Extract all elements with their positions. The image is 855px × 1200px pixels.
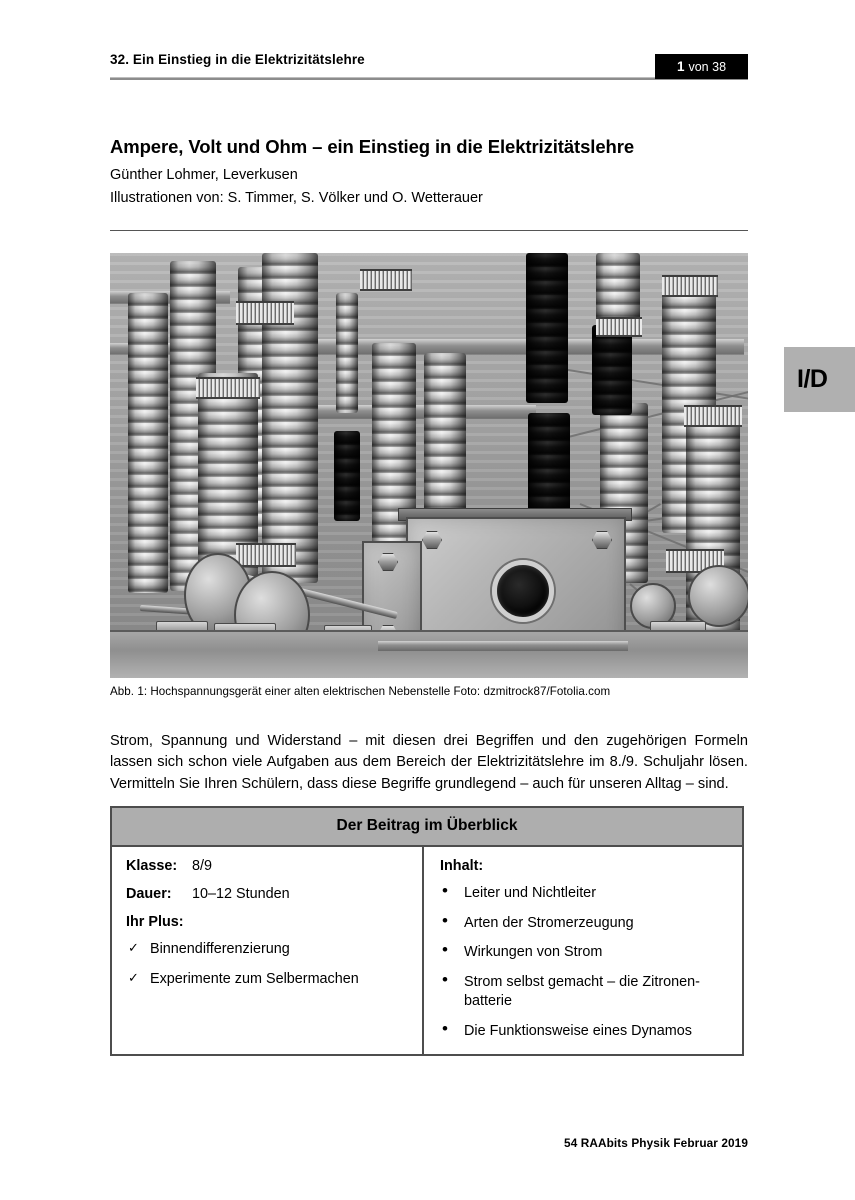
intro-paragraph: Strom, Spannung und Widerstand – mit diesen drei Begriffen und den zugehörigen Formeln lassen sich schon viele Aufgaben aus dem Bereich der Elektrizitätslehre im 8./9. Schuljahr lösen. Vermitteln Sie Ihren Schülern, dass diese Begriffe grundlegend – auch für unseren Alltag – sind. xyxy=(110,732,748,793)
list-item-label: Leiter und Nichtleiter xyxy=(464,885,596,901)
inhalt-list xyxy=(440,881,730,1040)
insulator-column xyxy=(128,293,168,593)
ihr-plus-label: Ihr Plus: xyxy=(126,914,184,930)
list-item-label: Arten der Stromerzeugung xyxy=(464,914,634,931)
page-title: Ampere, Volt und Ohm – ein Einstieg in die Elektrizitätslehre xyxy=(110,136,635,158)
figure-high-voltage-photo xyxy=(110,253,748,678)
list-item-label: Strom selbst gemacht – die Zitronen-batterie xyxy=(464,974,700,1009)
insulator-cap xyxy=(236,301,294,325)
section-tab-id: I/D xyxy=(784,347,855,412)
concrete-base xyxy=(110,630,748,678)
insulator-cap xyxy=(196,377,260,399)
insulator-column xyxy=(424,353,466,533)
list-item xyxy=(440,881,730,903)
field-klasse-value: 8/9 xyxy=(192,858,213,874)
insulator-cap xyxy=(596,317,642,337)
header-divider xyxy=(110,77,748,80)
busbar xyxy=(296,405,536,418)
running-header-title: 32. Ein Einstieg in die Elektrizitätslehre xyxy=(110,52,365,67)
list-item xyxy=(440,910,730,933)
overview-table xyxy=(110,806,744,1056)
base-channel xyxy=(378,641,628,650)
page-number-badge xyxy=(655,54,748,79)
insulator-cap xyxy=(684,405,742,427)
insulator-cap xyxy=(236,543,296,567)
list-item xyxy=(440,970,730,1010)
field-dauer xyxy=(126,886,410,902)
insulator-cap xyxy=(360,269,412,291)
list-item-label: Experimente zum Selbermachen xyxy=(150,970,359,987)
bullet-icon: • xyxy=(442,1018,448,1038)
author-byline: Günther Lohmer, Leverkusen xyxy=(110,167,298,183)
insulator-column xyxy=(596,253,640,323)
ihr-plus-list xyxy=(126,940,410,988)
bullet-icon: • xyxy=(442,881,448,900)
check-icon: ✓ xyxy=(128,940,139,955)
figure-caption: Abb. 1: Hochspannungsgerät einer alten elektrischen Nebenstelle Foto: dzmitrock87/Fotolia.com xyxy=(110,685,611,698)
bullet-icon: • xyxy=(442,910,448,930)
page-footer: 54 RAAbits Physik Februar 2019 xyxy=(564,1136,748,1150)
page-number: 1 xyxy=(676,59,685,74)
insulator-cap xyxy=(662,275,718,297)
page-total: von 38 xyxy=(688,59,727,74)
insulator-column-dark xyxy=(526,253,568,403)
bullet-icon: • xyxy=(442,940,448,960)
overview-table-body xyxy=(112,847,742,1054)
field-klasse-label: Klasse: xyxy=(126,858,178,874)
overview-table-header: Der Beitrag im Überblick xyxy=(112,808,742,847)
inhalt-label: Inhalt: xyxy=(440,858,484,874)
field-dauer-value: 10–12 Stunden xyxy=(192,886,290,902)
cabinet-inspection-port xyxy=(492,560,554,622)
insulator-column-dark xyxy=(334,431,360,521)
list-item-label: Wirkungen von Strom xyxy=(464,944,603,961)
title-divider xyxy=(110,230,748,231)
overview-column-left xyxy=(112,847,424,1054)
running-header xyxy=(110,52,748,82)
overview-column-right xyxy=(424,847,742,1054)
insulator-column-dark xyxy=(592,325,632,415)
list-item xyxy=(440,940,730,962)
list-item-label: Die Funktionsweise eines Dynamos xyxy=(464,1022,692,1039)
list-item-label: Binnendifferenzierung xyxy=(150,941,290,957)
field-klasse xyxy=(126,858,410,874)
list-item xyxy=(440,1018,730,1041)
bullet-icon: • xyxy=(442,970,448,990)
list-item xyxy=(126,940,410,959)
list-item xyxy=(126,970,410,989)
illustrations-credit: Illustrationen von: S. Timmer, S. Völker und O. Wetterauer xyxy=(110,190,483,206)
field-dauer-label: Dauer: xyxy=(126,886,172,902)
photo-background xyxy=(110,253,748,678)
check-icon: ✓ xyxy=(128,969,139,985)
insulator-column xyxy=(336,293,358,413)
valve-wheel xyxy=(688,565,748,627)
